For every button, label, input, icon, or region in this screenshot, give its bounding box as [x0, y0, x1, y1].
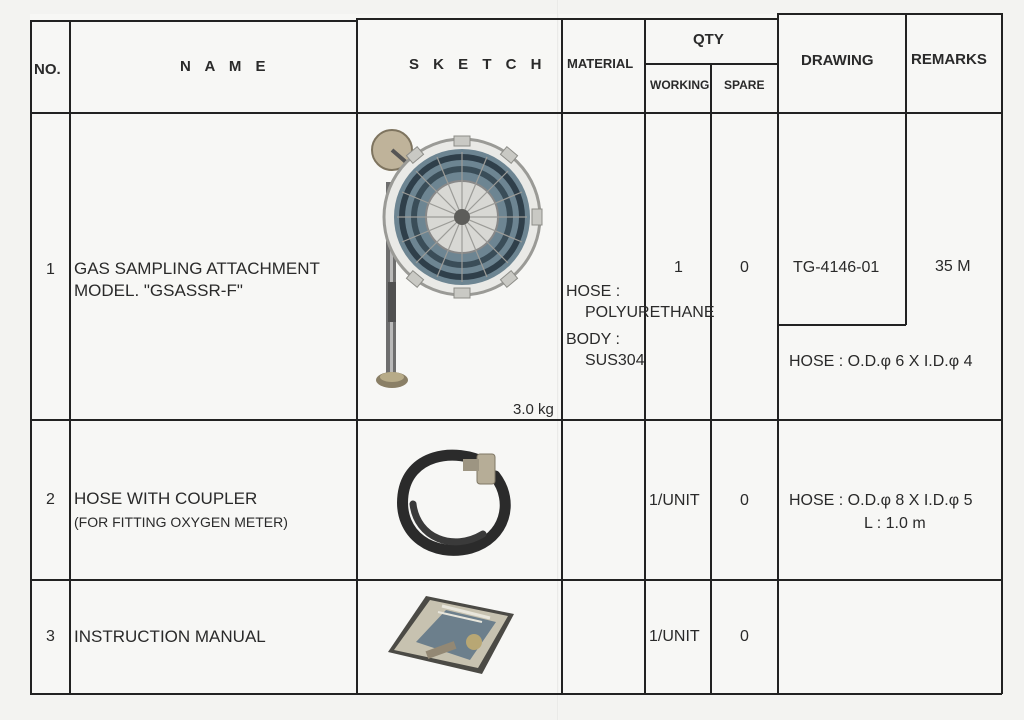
page-fold	[557, 0, 559, 720]
header-drawing: DRAWING	[801, 52, 874, 69]
row1-remarks-bottom: HOSE : O.D.φ 6 X I.D.φ 4	[789, 353, 973, 370]
row3-working: 1/UNIT	[649, 628, 700, 645]
row1-name-line2: MODEL. "GSASSR-F"	[74, 281, 243, 300]
row2-remarks-line2: L : 1.0 m	[864, 515, 926, 532]
row1-material-body-label: BODY :	[566, 331, 620, 348]
header-sketch: S K E T C H	[409, 56, 547, 73]
row1-no: 1	[46, 261, 55, 278]
hose-coupler-image	[393, 440, 523, 565]
row1-material-hose-value: POLYURETHANE	[585, 304, 715, 321]
row1-weight: 3.0 kg	[513, 401, 554, 418]
row3-no: 3	[46, 628, 55, 645]
row2-no: 2	[46, 491, 55, 508]
row2-name-line1: HOSE WITH COUPLER	[74, 489, 258, 508]
row1-spare: 0	[740, 259, 749, 276]
row2-spare: 0	[740, 492, 749, 509]
row1-material-hose-label: HOSE :	[566, 283, 621, 300]
row1-drawing: TG-4146-01	[793, 259, 880, 276]
header-name: N A M E	[180, 58, 271, 75]
header-material: MATERIAL	[567, 56, 634, 71]
header-qty: QTY	[693, 31, 724, 48]
header-no: NO.	[34, 61, 61, 78]
instruction-manual-image	[386, 592, 518, 678]
header-spare: SPARE	[724, 78, 765, 92]
row3-spare: 0	[740, 628, 749, 645]
row3-name: INSTRUCTION MANUAL	[74, 627, 266, 646]
row2-remarks-line1: HOSE : O.D.φ 8 X I.D.φ 5	[789, 492, 973, 509]
header-working: WORKING	[650, 78, 710, 92]
row1-name-line1: GAS SAMPLING ATTACHMENT	[74, 259, 320, 278]
header-remarks: REMARKS	[911, 51, 987, 68]
row2-working: 1/UNIT	[649, 492, 700, 509]
row1-remarks-top: 35 M	[935, 258, 971, 275]
row1-material-body-value: SUS304	[585, 352, 645, 369]
hose-reel-image	[362, 122, 552, 398]
row2-name-line2: (FOR FITTING OXYGEN METER)	[74, 514, 288, 530]
row1-working: 1	[674, 259, 683, 276]
